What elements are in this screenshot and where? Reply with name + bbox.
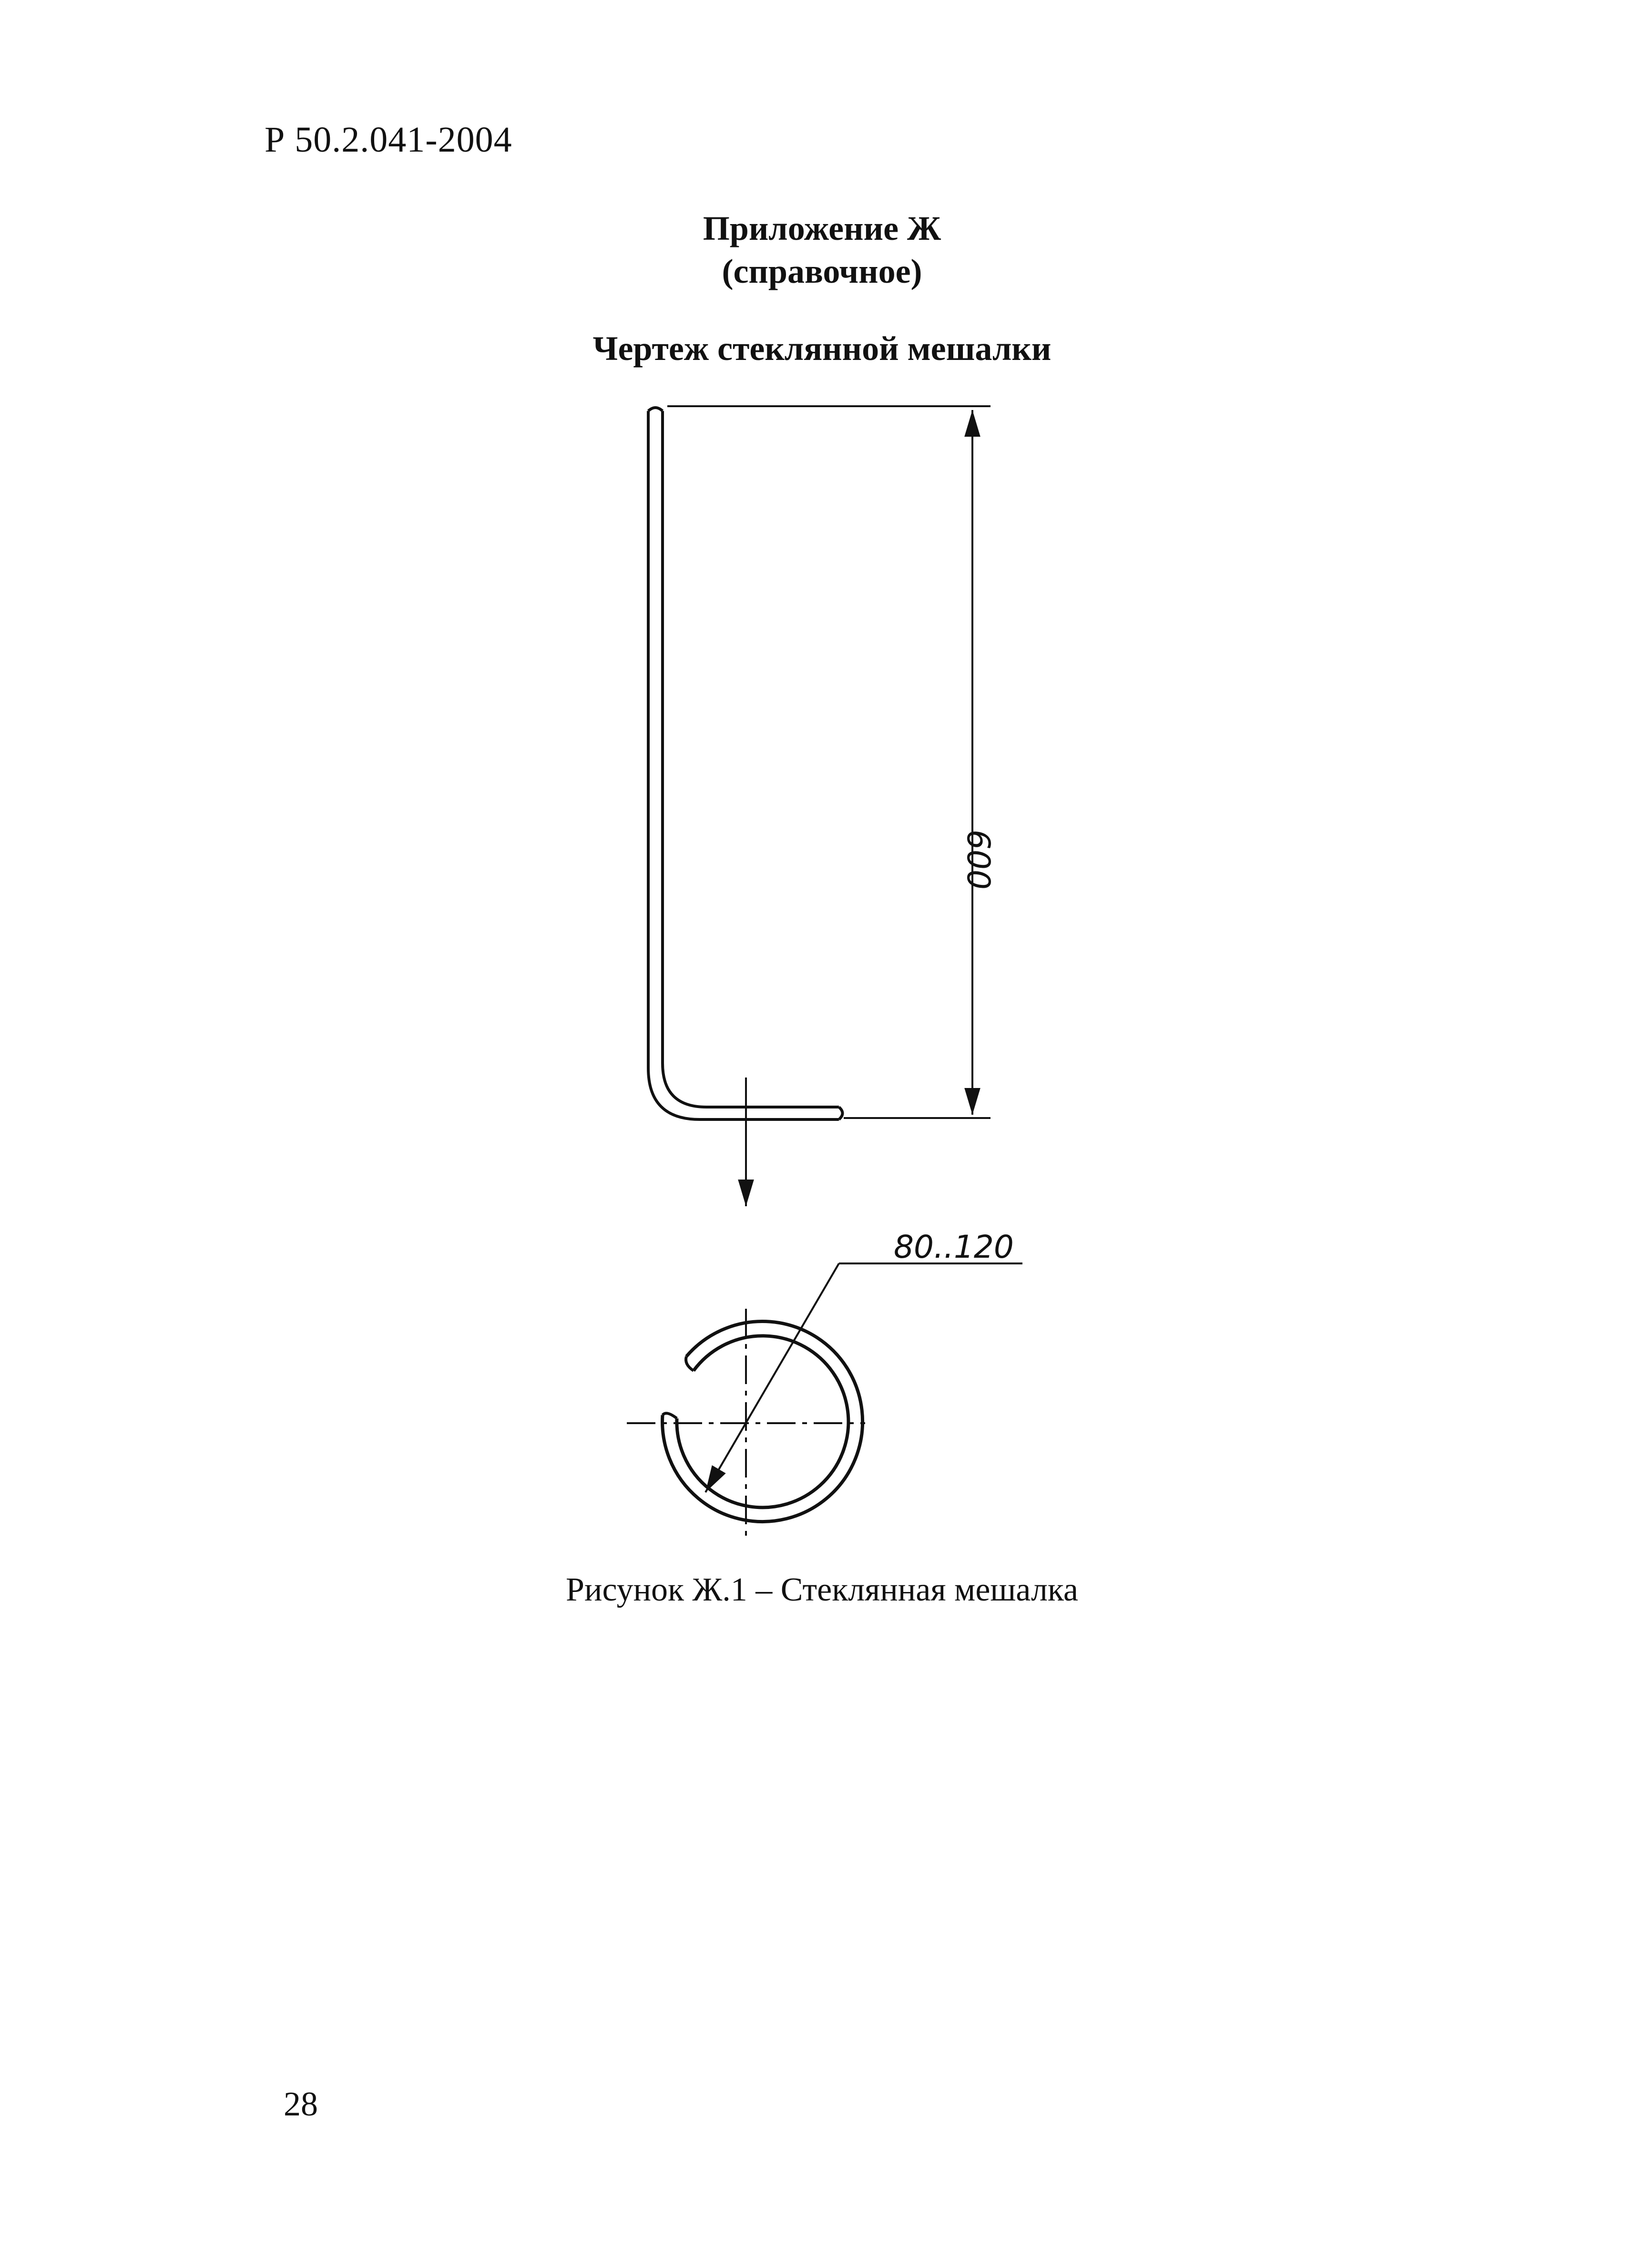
drawing-heading: Чертеж стеклянной мешалки	[592, 329, 1052, 368]
document-code: Р 50.2.041-2004	[265, 120, 512, 160]
page-number: 28	[284, 2085, 318, 2123]
height-extension-lines	[667, 406, 990, 1118]
height-dimension-label: 600	[960, 830, 997, 890]
rod-inner-edge	[663, 411, 839, 1107]
rod-tip	[839, 1107, 843, 1119]
figure-caption: Рисунок Ж.1 – Стеклянная мешалка	[566, 1571, 1078, 1608]
ring-end-cap	[663, 1413, 677, 1418]
ring-inner-edge	[677, 1336, 848, 1508]
diameter-dimension-line	[705, 1263, 839, 1492]
ring-start-cap	[686, 1356, 694, 1371]
stirrer-side-view	[648, 408, 843, 1119]
rod-top-cap	[648, 408, 663, 411]
rod-outer-edge	[648, 411, 839, 1119]
diameter-dimension-label: 80..120	[894, 1229, 1014, 1265]
ring-outer-edge	[663, 1322, 863, 1522]
appendix-title: Приложение Ж	[703, 209, 941, 247]
appendix-type: (справочное)	[722, 252, 922, 290]
